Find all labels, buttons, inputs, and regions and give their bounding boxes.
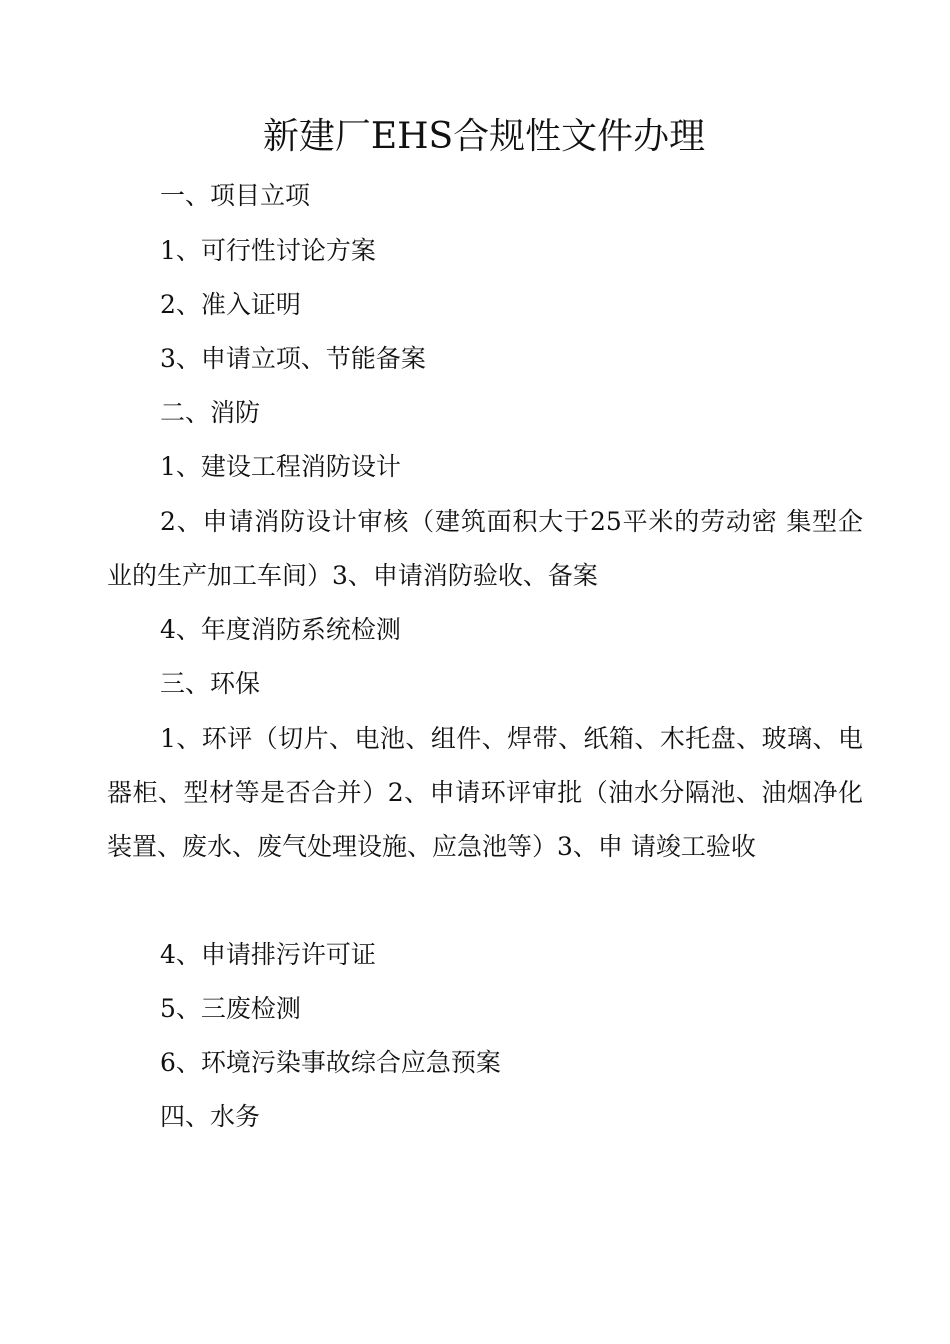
list-item: 5、三废检测 [160,994,301,1023]
list-item: 1、建设工程消防设计 [160,452,401,481]
list-item: 1、可行性讨论方案 [160,236,376,265]
list-item: 6、环境污染事故综合应急预案 [160,1048,501,1077]
list-item: 3、申请立项、节能备案 [160,344,426,373]
document-title: 新建厂EHS合规性文件办理 [262,116,706,157]
section-heading-fire: 二、消防 [160,398,261,427]
paragraph-environment: 1、环评（切片、电池、组件、焊带、纸箱、木托盘、玻璃、电器柜、型材等是否合并）2、申请环评审批（油水分隔池、油烟净化装置、废水、废气处理设施、应急池等）3、申 请竣工验收 [107,724,863,861]
section-heading-water: 四、水务 [160,1102,261,1131]
paragraph-fire-review: 2、申请消防设计审核（建筑面积大于25平米的劳动密 集型企业的生产加工车间）3、申请消防验收、备案 [107,507,863,590]
list-item: 4、申请排污许可证 [160,940,376,969]
section-heading-environment: 三、环保 [160,669,261,698]
list-item: 2、准入证明 [160,290,301,319]
list-item: 4、年度消防系统检测 [160,615,401,644]
section-heading-project: 一、项目立项 [160,181,311,210]
